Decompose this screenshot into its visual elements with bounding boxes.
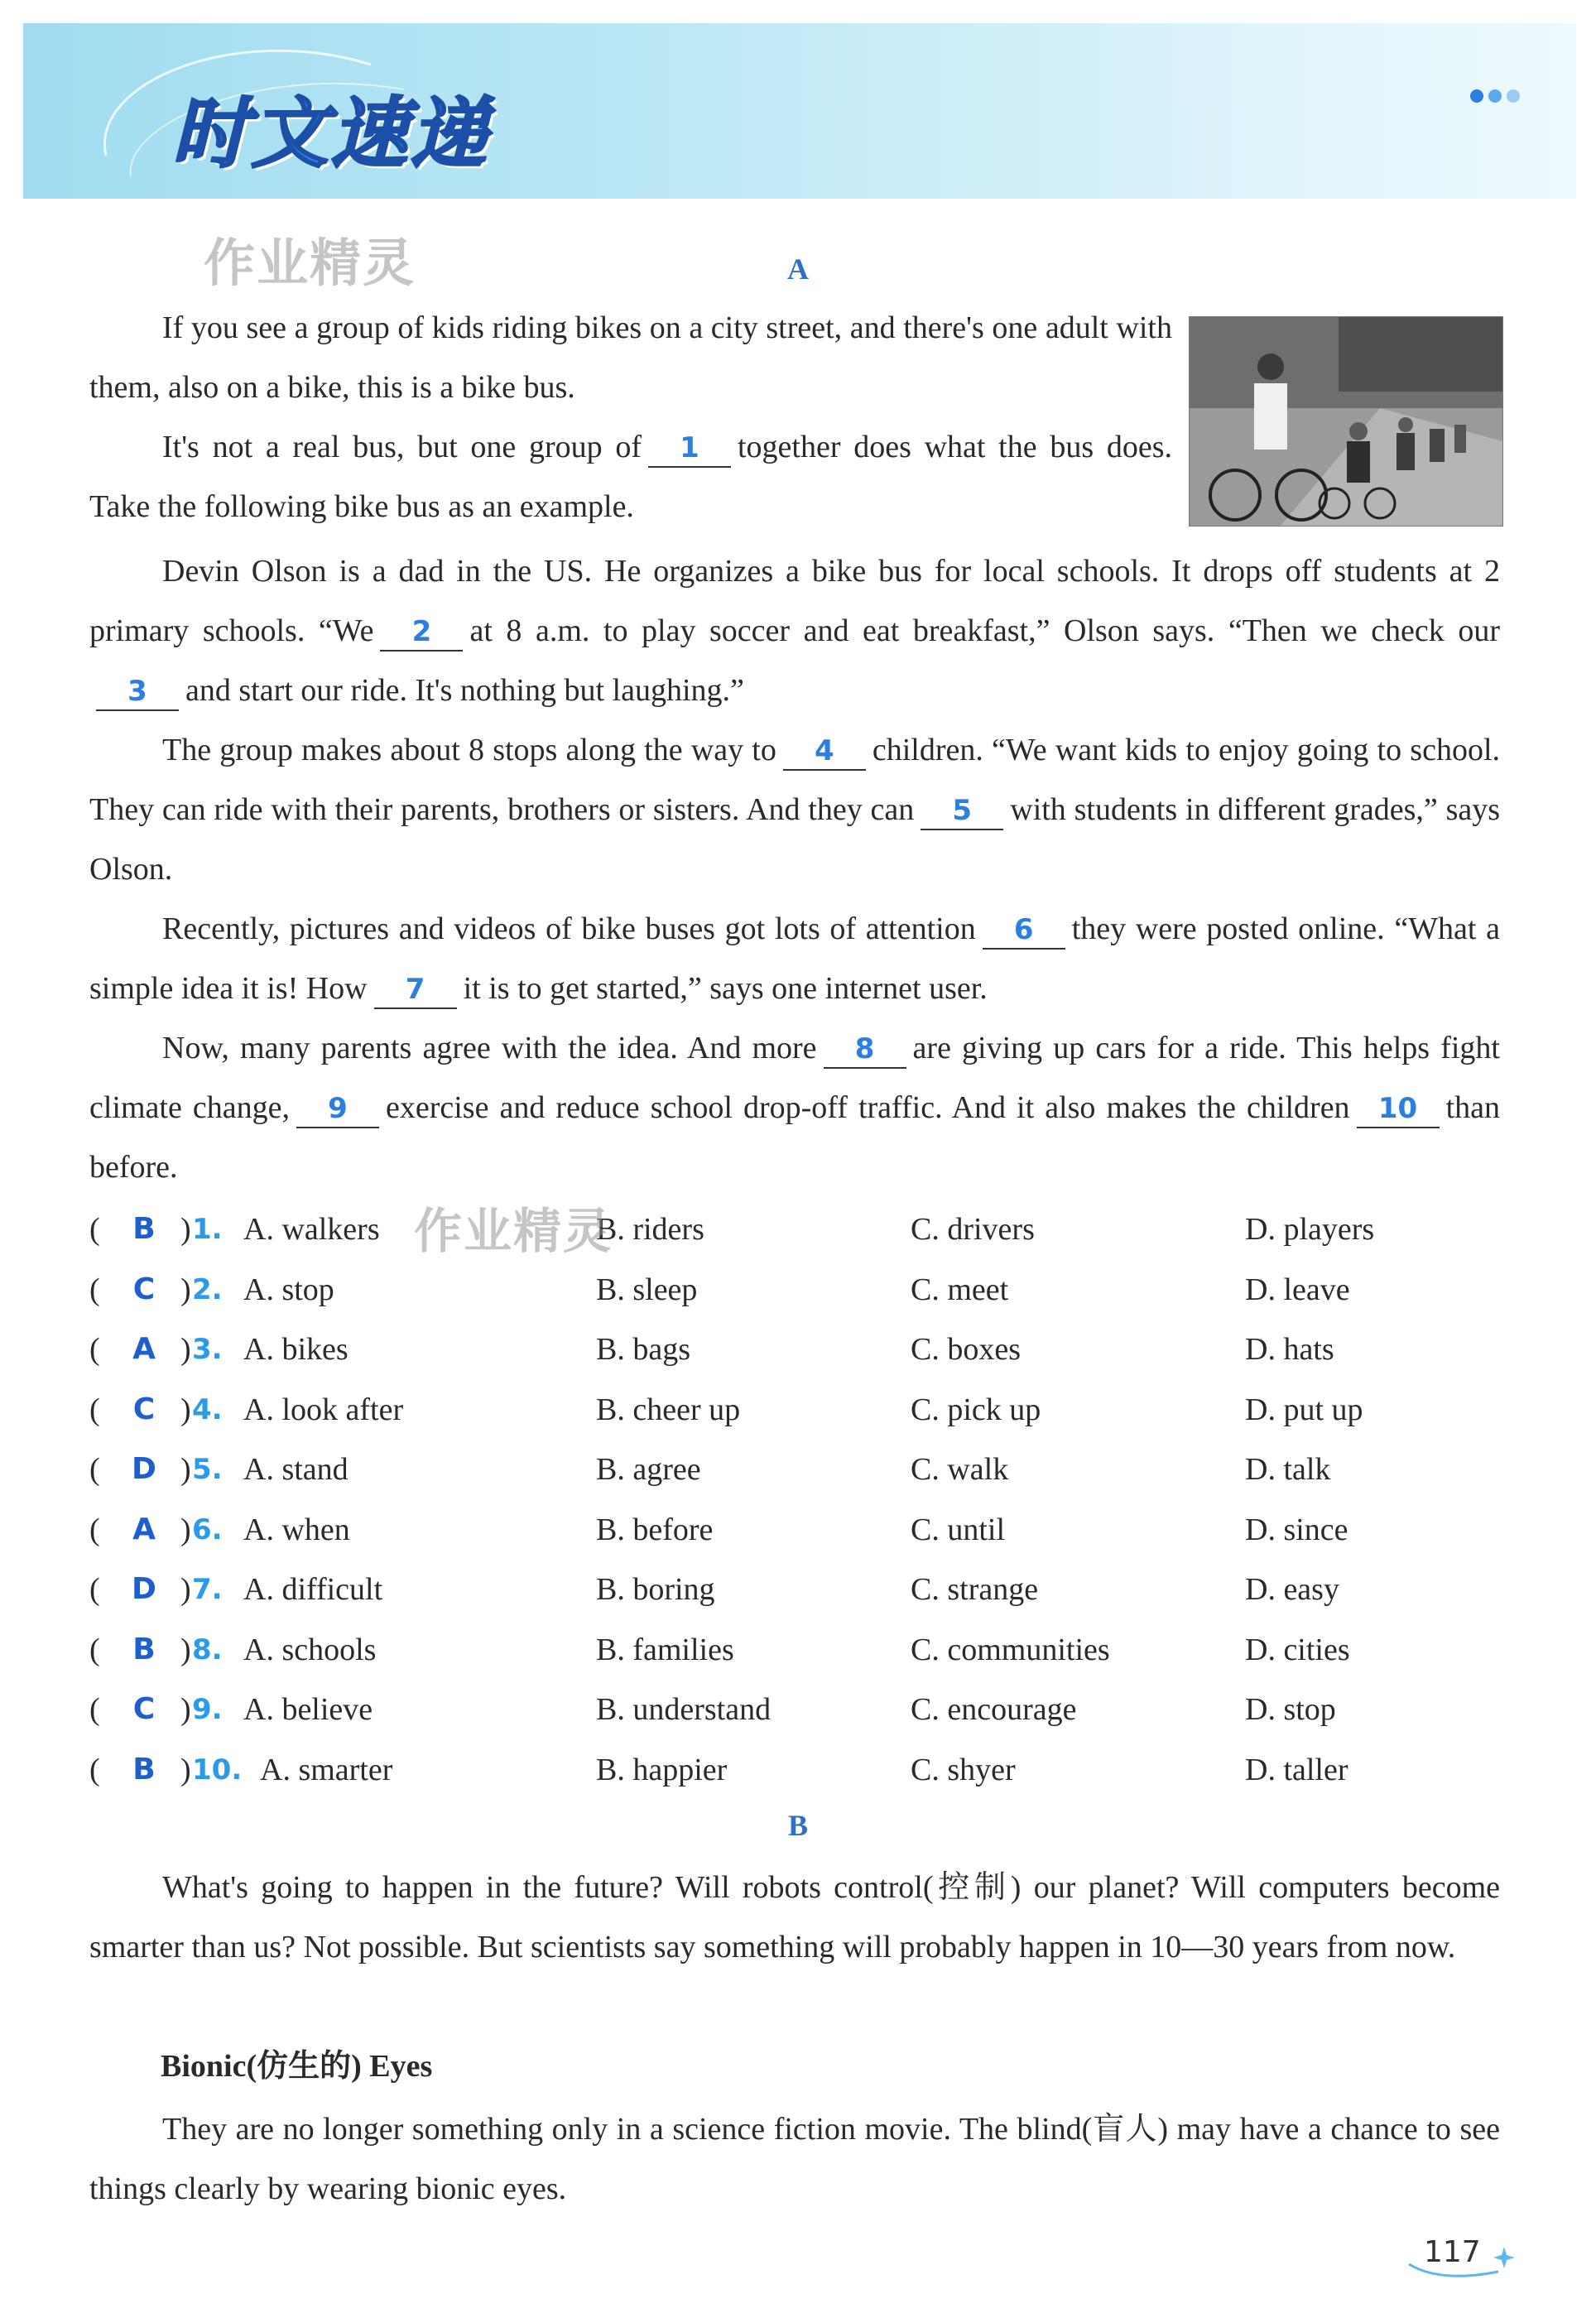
- option-d[interactable]: D. players: [1245, 1212, 1375, 1247]
- option-c[interactable]: C. encourage: [911, 1692, 1077, 1727]
- option-a[interactable]: A. smarter: [260, 1752, 393, 1787]
- open-paren: (: [89, 1632, 100, 1667]
- option-c[interactable]: C. drivers: [911, 1212, 1035, 1247]
- cyclists-photo: [1189, 316, 1503, 527]
- option-a[interactable]: A. look after: [243, 1392, 404, 1427]
- option-d[interactable]: D. stop: [1245, 1692, 1336, 1727]
- question-number: 4.: [192, 1392, 223, 1426]
- option-d[interactable]: D. leave: [1245, 1272, 1350, 1307]
- close-paren: ): [180, 1212, 191, 1247]
- answer-choice[interactable]: B: [132, 1632, 156, 1666]
- close-paren: ): [180, 1512, 191, 1547]
- option-c[interactable]: C. pick up: [911, 1392, 1041, 1427]
- watermark-top: 作业精灵: [204, 233, 416, 293]
- close-paren: ): [180, 1452, 191, 1487]
- paragraph: Recently, pictures and videos of bike buses got lots of attention 6 they were posted online. “What a simple idea it is! How 7 it is to get started,” says one internet user.: [89, 899, 1500, 1018]
- paragraph: If you see a group of kids riding bikes on a city street, and there's one adult with them, also on a bike, this is a bike bus.: [89, 310, 1172, 405]
- option-a[interactable]: A. bikes: [243, 1332, 349, 1367]
- passage-b-body: [89, 2099, 1500, 2219]
- option-a[interactable]: A. stop: [243, 1272, 334, 1307]
- watermark-middle: 作业精灵: [414, 1203, 613, 1259]
- option-a[interactable]: A. schools: [243, 1632, 377, 1667]
- open-paren: (: [89, 1452, 100, 1487]
- header-banner: [23, 23, 1576, 199]
- paragraph: It's not a real bus, but one group of 1 together does what the bus does. Take the following bike bus as an example.: [89, 430, 1172, 524]
- blank-6[interactable]: 6: [983, 911, 1065, 950]
- open-paren: (: [89, 1692, 100, 1727]
- page-curve-decoration: [1407, 2260, 1507, 2285]
- option-b[interactable]: B. riders: [596, 1212, 704, 1247]
- section-a-label: A: [787, 252, 809, 286]
- open-paren: (: [89, 1212, 100, 1247]
- option-a[interactable]: A. believe: [243, 1692, 373, 1727]
- answer-choice[interactable]: B: [132, 1212, 156, 1246]
- answer-choice[interactable]: B: [132, 1752, 156, 1786]
- open-paren: (: [89, 1332, 100, 1367]
- blank-1[interactable]: 1: [648, 430, 731, 468]
- section-heading: Bionic(仿生的) Eyes: [161, 2049, 433, 2084]
- option-c[interactable]: C. walk: [911, 1452, 1009, 1487]
- question-number: 3.: [192, 1333, 223, 1366]
- option-a[interactable]: A. when: [243, 1512, 350, 1547]
- close-paren: ): [180, 1632, 191, 1667]
- question-row: [89, 1560, 1546, 1618]
- decoration-dots: [1465, 89, 1520, 107]
- option-b[interactable]: B. agree: [596, 1452, 701, 1487]
- option-b[interactable]: B. bags: [596, 1332, 690, 1367]
- open-paren: (: [89, 1272, 100, 1307]
- passage-a-part2: [89, 541, 1500, 1197]
- blank-10[interactable]: 10: [1357, 1090, 1440, 1128]
- option-c[interactable]: C. until: [911, 1512, 1006, 1547]
- option-a[interactable]: A. difficult: [243, 1572, 383, 1607]
- answer-choice[interactable]: A: [132, 1332, 156, 1366]
- option-d[interactable]: D. taller: [1245, 1752, 1348, 1787]
- question-number: 10.: [192, 1753, 243, 1786]
- question-row: [89, 1320, 1546, 1378]
- paragraph: The group makes about 8 stops along the way to 4 children. “We want kids to enjoy going to school. They can ride with their parents, brothers or sisters. And they can 5 with students in different grades,” says Olson.: [89, 733, 1501, 887]
- paragraph: They are no longer something only in a science fiction movie. The blind(盲人) may have a chance to see things clearly by wearing bionic eyes.: [89, 2112, 1500, 2206]
- option-c[interactable]: C. meet: [911, 1272, 1009, 1307]
- open-paren: (: [89, 1512, 100, 1547]
- option-d[interactable]: D. cities: [1245, 1632, 1350, 1667]
- blank-4[interactable]: 4: [783, 733, 866, 771]
- option-c[interactable]: C. strange: [911, 1572, 1039, 1607]
- question-number: 7.: [192, 1573, 223, 1606]
- blank-7[interactable]: 7: [374, 971, 457, 1009]
- option-d[interactable]: D. put up: [1245, 1392, 1363, 1427]
- paragraph: Devin Olson is a dad in the US. He organizes a bike bus for local schools. It drops off students at 2 primary schools. “We 2 at 8 a.m. to play soccer and eat breakfast,” Olson says. “Then we check our3 and start our ride. It's nothing but laughing.”: [89, 541, 1500, 720]
- open-paren: (: [89, 1392, 100, 1427]
- question-number: 5.: [192, 1453, 223, 1486]
- answer-choice[interactable]: C: [132, 1272, 156, 1306]
- option-c[interactable]: C. shyer: [911, 1752, 1016, 1787]
- question-row: [89, 1681, 1546, 1738]
- option-b[interactable]: B. boring: [596, 1572, 715, 1607]
- open-paren: (: [89, 1752, 100, 1787]
- answer-choice[interactable]: C: [132, 1392, 156, 1426]
- answer-choice[interactable]: D: [132, 1452, 156, 1486]
- close-paren: ): [180, 1752, 191, 1787]
- option-b[interactable]: B. sleep: [596, 1272, 698, 1307]
- question-row: [89, 1440, 1546, 1498]
- blank-2[interactable]: 2: [380, 613, 463, 652]
- option-b[interactable]: B. happier: [596, 1752, 728, 1787]
- question-number: 6.: [192, 1512, 223, 1546]
- answer-choice[interactable]: D: [132, 1572, 156, 1606]
- answer-choice[interactable]: A: [132, 1512, 156, 1546]
- close-paren: ): [180, 1272, 191, 1307]
- option-d[interactable]: D. easy: [1245, 1572, 1339, 1607]
- question-number: 2.: [192, 1272, 223, 1306]
- page-number: 117: [1424, 2235, 1481, 2269]
- blank-8[interactable]: 8: [824, 1031, 906, 1069]
- close-paren: ): [180, 1332, 191, 1367]
- option-c[interactable]: C. communities: [911, 1632, 1110, 1667]
- question-row: [89, 1501, 1546, 1559]
- question-row: [89, 1621, 1546, 1679]
- answer-choice[interactable]: C: [132, 1692, 156, 1726]
- passage-a-part1: [89, 298, 1172, 536]
- option-c[interactable]: C. boxes: [911, 1332, 1021, 1367]
- close-paren: ): [180, 1692, 191, 1727]
- option-b[interactable]: B. families: [596, 1632, 734, 1667]
- option-d[interactable]: D. talk: [1245, 1452, 1331, 1487]
- question-number: 1.: [192, 1213, 223, 1246]
- option-b[interactable]: B. cheer up: [596, 1392, 741, 1427]
- option-a[interactable]: A. walkers: [243, 1212, 380, 1247]
- option-a[interactable]: A. stand: [243, 1452, 349, 1487]
- question-row: [89, 1741, 1546, 1799]
- blank-9[interactable]: 9: [296, 1090, 379, 1128]
- paragraph: What's going to happen in the future? Will robots control(控制) our planet? Will computers become smarter than us? Not possible. But scientists say something will probably happen in 10—30 years from now.: [89, 1870, 1500, 1964]
- close-paren: ): [180, 1392, 191, 1427]
- close-paren: ): [180, 1572, 191, 1607]
- open-paren: (: [89, 1572, 100, 1607]
- section-b-label: B: [787, 1809, 808, 1842]
- blank-5[interactable]: 5: [921, 792, 1003, 830]
- question-number: 9.: [192, 1693, 223, 1726]
- option-d[interactable]: D. since: [1245, 1512, 1348, 1547]
- passage-b-intro: [89, 1858, 1500, 1977]
- blank-3[interactable]: 3: [96, 673, 179, 711]
- paragraph: Now, many parents agree with the idea. And more 8 are giving up cars for a ride. This helps fight climate change, 9 exercise and reduce school drop-off traffic. And it also makes the children 10 than before.: [89, 1031, 1500, 1185]
- question-row: [89, 1381, 1546, 1439]
- question-row: [89, 1261, 1546, 1319]
- option-b[interactable]: B. understand: [596, 1692, 772, 1727]
- question-row: [89, 1200, 1546, 1258]
- option-d[interactable]: D. hats: [1245, 1332, 1334, 1367]
- option-b[interactable]: B. before: [596, 1512, 714, 1547]
- question-number: 8.: [192, 1633, 223, 1666]
- column-title: 时文速递: [172, 89, 491, 178]
